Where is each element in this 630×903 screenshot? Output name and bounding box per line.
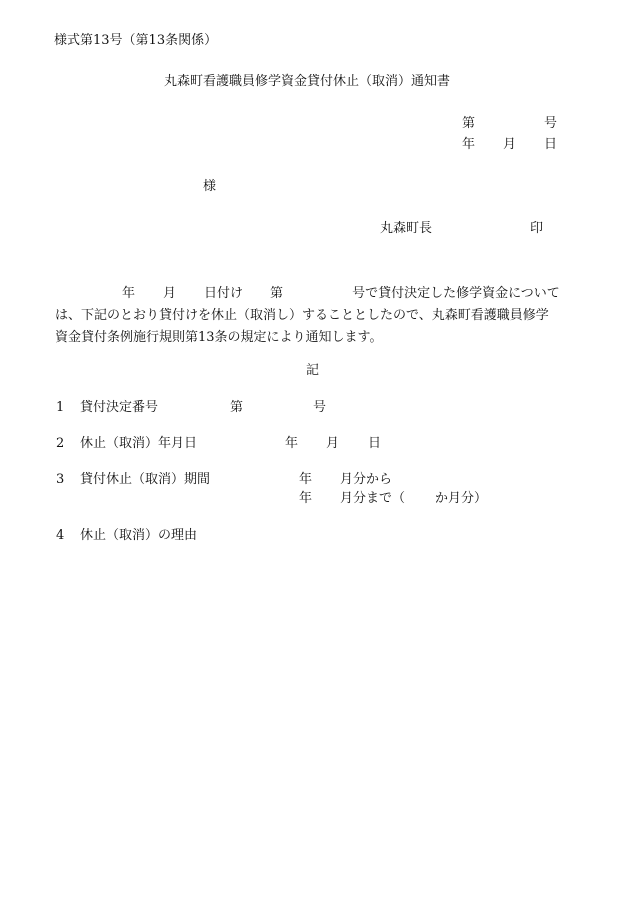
document-title: 丸森町看護職員修学資金貸付休止（取消）通知書: [164, 74, 451, 89]
item-3-number: 3: [56, 472, 65, 487]
item-1-no-prefix: 第: [230, 400, 244, 415]
body-year: 年: [122, 286, 136, 301]
item-2-number: 2: [56, 436, 65, 451]
seal-mark: 印: [530, 221, 544, 236]
body-no-prefix: 第: [270, 286, 284, 301]
item-2-month: 月: [326, 436, 340, 451]
item-3-to-month: 月分まで（: [340, 491, 406, 506]
item-4-number: 4: [56, 528, 65, 543]
date-month: 月: [503, 137, 517, 152]
item-4-label: 休止（取消）の理由: [80, 528, 198, 543]
item-2-year: 年: [285, 436, 299, 451]
issuer-name: 丸森町長: [380, 221, 433, 236]
ki-heading: 記: [306, 363, 320, 378]
addressee-suffix: 様: [203, 179, 217, 194]
item-2-label: 休止（取消）年月日: [80, 436, 198, 451]
item-3-to-year: 年: [299, 491, 313, 506]
body-line-2: は、下記のとおり貸付けを休止（取消し）することとしたので、丸森町看護職員修学: [55, 308, 549, 323]
item-2-day: 日: [368, 436, 382, 451]
item-1-label: 貸付決定番号: [80, 400, 159, 415]
item-1-number: 1: [56, 400, 65, 415]
body-day-dated: 日付け: [204, 286, 244, 301]
date-year: 年: [462, 137, 476, 152]
body-line-3: 資金貸付条例施行規則第13条の規定により通知します。: [55, 330, 383, 345]
item-3-from-month: 月分から: [340, 472, 393, 487]
doc-number-prefix: 第: [462, 116, 476, 131]
item-3-from-year: 年: [299, 472, 313, 487]
body-month: 月: [163, 286, 177, 301]
item-3-months-count: か月分）: [435, 491, 488, 506]
doc-number-suffix: 号: [544, 116, 558, 131]
body-paragraph: [55, 283, 579, 349]
body-line-1-rest: 号で貸付決定した修学資金について: [352, 286, 560, 301]
item-1-no-suffix: 号: [313, 400, 327, 415]
date-day: 日: [544, 137, 558, 152]
form-number-label: 様式第13号（第13条関係）: [54, 33, 218, 48]
body-line-1: [55, 283, 579, 305]
item-3-label: 貸付休止（取消）期間: [80, 472, 211, 487]
